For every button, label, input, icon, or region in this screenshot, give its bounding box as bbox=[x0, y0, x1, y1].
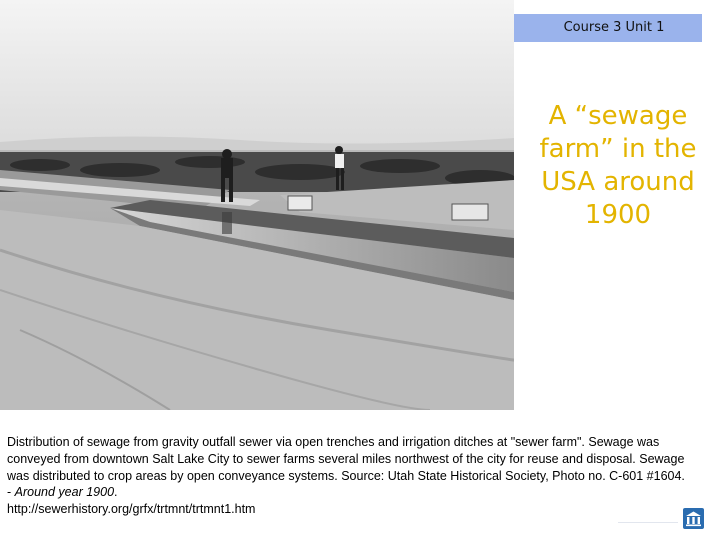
source-url[interactable]: http://sewerhistory.org/grfx/trtmnt/trtmnt1.htm bbox=[7, 502, 256, 517]
footer-divider bbox=[618, 522, 678, 523]
photo-caption bbox=[7, 434, 687, 518]
course-unit-tag: Course 3 Unit 1 bbox=[514, 14, 702, 42]
caption-era: Around year 1900 bbox=[14, 485, 115, 500]
caption-era-end: . bbox=[114, 485, 118, 500]
institution-logo-icon bbox=[683, 508, 704, 529]
caption-body: Distribution of sewage from gravity outfall sewer via open trenches and irrigation ditches at "sewer farm". Sewage was conveyed from downtown Salt Lake City to sewer farms several miles northwest of the city for reuse and disposal. Sewage was distributed to crop areas by open conveyance systems. Source: Utah State Historical Society, Photo no. C-601 #1604. - bbox=[7, 435, 685, 500]
slide-title: A “sewage farm” in the USA around 1900 bbox=[539, 101, 697, 230]
